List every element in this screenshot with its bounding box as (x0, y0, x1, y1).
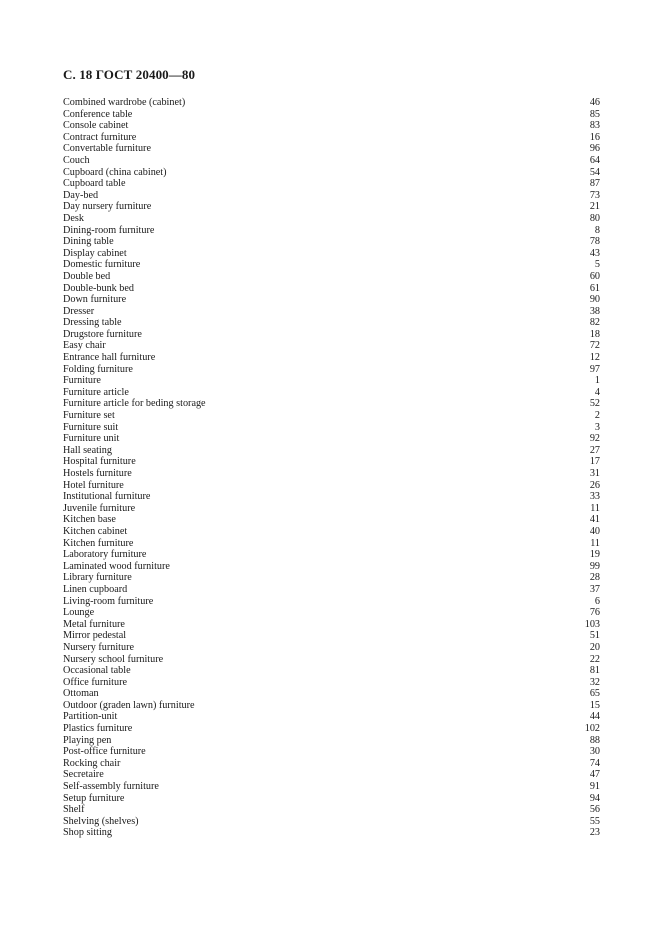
entry-term: Cupboard table (63, 178, 126, 190)
index-entry (63, 190, 600, 202)
index-entry (63, 758, 600, 770)
entry-term: Dining-room furniture (63, 224, 155, 236)
entry-number: 52 (589, 398, 600, 410)
entry-number: 55 (589, 815, 600, 827)
entry-number: 90 (589, 294, 600, 306)
entry-number: 88 (589, 734, 600, 746)
index-entry (63, 561, 600, 573)
index-entry (63, 398, 600, 410)
index-entry (63, 793, 600, 805)
entry-number: 3 (594, 421, 600, 433)
entry-term: Dressing table (63, 317, 122, 329)
entry-number: 103 (584, 618, 600, 630)
index-entry (63, 769, 600, 781)
entry-term: Hall seating (63, 444, 112, 456)
entry-term: Mirror pedestal (63, 630, 127, 642)
index-entry (63, 711, 600, 723)
entry-term: Furniture suit (63, 421, 119, 433)
entry-term: Linen cupboard (63, 583, 128, 595)
index-entry (63, 677, 600, 689)
entry-term: Dresser (63, 305, 95, 317)
entry-term: Shop sitting (63, 827, 112, 839)
entry-number: 78 (589, 236, 600, 248)
entry-term: Hostels furniture (63, 468, 132, 479)
entry-term: Day nursery furniture (63, 201, 152, 213)
entry-number: 64 (589, 154, 600, 166)
index-entry (63, 584, 600, 596)
entry-number: 37 (589, 583, 600, 595)
entry-number: 19 (589, 549, 600, 561)
entry-term: Ottoman (63, 688, 99, 700)
entry-term: Nursery furniture (63, 641, 135, 653)
entry-term: Furniture (63, 375, 101, 387)
index-entry (63, 619, 600, 631)
entry-term: Living-room furniture (63, 595, 154, 607)
entry-number: 80 (589, 212, 600, 224)
index-entry (63, 781, 600, 793)
entry-number: 8 (594, 224, 600, 236)
index-entry (63, 468, 600, 480)
index-entry (63, 433, 600, 445)
entry-term: Hotel furniture (63, 479, 124, 491)
page-header: С. 18 ГОСТ 20400—80 (63, 67, 196, 82)
entry-number: 40 (589, 525, 600, 537)
index-entry (63, 387, 600, 399)
entry-term: Post-office furniture (63, 746, 146, 758)
entry-number: 17 (589, 456, 600, 468)
index-entry (63, 746, 600, 758)
index-entry (63, 700, 600, 712)
index-entry (63, 201, 600, 213)
entry-number: 11 (590, 537, 600, 549)
index-entry (63, 167, 600, 179)
entry-term: Desk (63, 212, 84, 224)
index-entry (63, 340, 600, 352)
index-entry (63, 213, 600, 225)
entry-term: Drugstore furniture (63, 328, 142, 340)
entry-term: Plastics furniture (63, 723, 133, 735)
entry-term: Setup furniture (63, 792, 125, 804)
entry-number: 72 (589, 340, 600, 352)
index-entry (63, 723, 600, 735)
entry-number: 96 (589, 143, 600, 155)
entry-number: 12 (589, 352, 600, 364)
entry-number: 31 (589, 468, 600, 479)
entry-term: Shelf (63, 804, 85, 816)
entry-number: 33 (589, 491, 600, 503)
entry-term: Dining table (63, 236, 114, 248)
entry-number: 82 (589, 317, 600, 329)
entry-term: Contract furniture (63, 131, 137, 143)
entry-term: Furniture set (63, 410, 115, 422)
index-entry (63, 352, 600, 364)
entry-term: Entrance hall furniture (63, 352, 156, 364)
entry-number: 26 (589, 479, 600, 491)
index-entry (63, 178, 600, 190)
index-entry (63, 630, 600, 642)
entry-term: Nursery school furniture (63, 653, 164, 665)
index-entry (63, 271, 600, 283)
index-entry (63, 259, 600, 271)
entry-term: Combined wardrobe (cabinet) (63, 97, 186, 108)
entry-number: 27 (589, 444, 600, 456)
entry-term: Playing pen (63, 734, 112, 746)
entry-term: Outdoor (graden lawn) furniture (63, 699, 195, 711)
index-entry (63, 642, 600, 654)
entry-number: 85 (589, 108, 600, 120)
entry-number: 74 (589, 757, 600, 769)
entry-number: 23 (589, 827, 600, 839)
entry-number: 38 (589, 305, 600, 317)
entry-number: 4 (594, 386, 600, 398)
index-entry (63, 688, 600, 700)
entry-number: 1 (594, 375, 600, 387)
index-entry (63, 248, 600, 260)
entry-number: 56 (589, 804, 600, 816)
entry-term: Down furniture (63, 294, 127, 306)
entry-number: 54 (589, 166, 600, 178)
index-entry (63, 410, 600, 422)
entry-term: Console cabinet (63, 120, 129, 132)
index-entry (63, 225, 600, 237)
entry-number: 44 (589, 711, 600, 723)
index-entry (63, 422, 600, 434)
index-entry (63, 283, 600, 295)
entry-number: 83 (589, 120, 600, 132)
index-entry (63, 538, 600, 550)
entry-number: 60 (589, 270, 600, 282)
entry-number: 51 (589, 630, 600, 642)
index-entry (63, 596, 600, 608)
entry-number: 41 (589, 514, 600, 526)
entry-term: Convertable furniture (63, 143, 151, 155)
entry-number: 99 (589, 560, 600, 572)
index-entry (63, 654, 600, 666)
index-entry (63, 491, 600, 503)
entry-number: 47 (589, 769, 600, 781)
entry-term: Domestic furniture (63, 259, 141, 271)
entry-number: 5 (594, 259, 600, 271)
index-entry (63, 804, 600, 816)
entry-number: 73 (589, 189, 600, 201)
entry-number: 91 (589, 781, 600, 793)
entry-term: Kitchen base (63, 514, 116, 526)
entry-term: Hospital furniture (63, 456, 136, 468)
index-entry (63, 480, 600, 492)
index-entry (63, 109, 600, 121)
index-entry (63, 445, 600, 457)
index-entry (63, 364, 600, 376)
entry-term: Furniture article (63, 386, 129, 398)
entry-number: 20 (589, 641, 600, 653)
index-entry (63, 120, 600, 132)
entry-term: Kitchen cabinet (63, 525, 128, 537)
entry-term: Laboratory furniture (63, 549, 147, 561)
entry-term: Double bed (63, 270, 111, 282)
entry-number: 16 (589, 131, 600, 143)
entry-term: Rocking chair (63, 757, 121, 769)
index-entry (63, 572, 600, 584)
entry-number: 87 (589, 178, 600, 190)
index-entry (63, 294, 600, 306)
entry-term: Double-bunk bed (63, 282, 135, 294)
entry-number: 2 (594, 410, 600, 422)
index-entry (63, 97, 600, 109)
entry-term: Folding furniture (63, 363, 133, 375)
index-entry (63, 456, 600, 468)
entry-term: Juvenile furniture (63, 502, 136, 514)
index-entry (63, 132, 600, 144)
entry-number: 46 (589, 97, 600, 108)
entry-term: Shelving (shelves) (63, 815, 139, 827)
entry-term: Day-bed (63, 189, 99, 201)
entry-term: Library furniture (63, 572, 132, 584)
entry-term: Display cabinet (63, 247, 127, 259)
entry-number: 43 (589, 247, 600, 259)
entry-number: 76 (589, 607, 600, 619)
term-index-list (63, 97, 600, 839)
entry-number: 22 (589, 653, 600, 665)
entry-number: 61 (589, 282, 600, 294)
entry-number: 28 (589, 572, 600, 584)
index-entry (63, 514, 600, 526)
entry-number: 102 (584, 723, 600, 735)
entry-term: Metal furniture (63, 618, 125, 630)
entry-number: 65 (589, 688, 600, 700)
entry-term: Couch (63, 154, 90, 166)
index-entry (63, 236, 600, 248)
entry-term: Easy chair (63, 340, 106, 352)
entry-term: Furniture unit (63, 433, 120, 445)
entry-term: Self-assembly furniture (63, 781, 159, 793)
index-entry (63, 317, 600, 329)
index-entry (63, 306, 600, 318)
index-entry (63, 607, 600, 619)
entry-term: Office furniture (63, 676, 128, 688)
entry-term: Laminated wood furniture (63, 560, 170, 572)
entry-number: 15 (589, 699, 600, 711)
entry-number: 32 (589, 676, 600, 688)
index-entry (63, 816, 600, 828)
index-entry (63, 549, 600, 561)
index-entry (63, 665, 600, 677)
entry-number: 18 (589, 328, 600, 340)
entry-number: 11 (590, 502, 600, 514)
entry-term: Kitchen furniture (63, 537, 134, 549)
index-entry (63, 143, 600, 155)
index-entry (63, 503, 600, 515)
entry-term: Furniture article for beding storage (63, 398, 206, 410)
index-entry (63, 155, 600, 167)
entry-term: Conference table (63, 108, 133, 120)
entry-term: Lounge (63, 607, 95, 619)
entry-number: 97 (589, 363, 600, 375)
entry-number: 92 (589, 433, 600, 445)
entry-term: Secretaire (63, 769, 104, 781)
index-entry (63, 827, 600, 839)
index-entry (63, 329, 600, 341)
entry-term: Institutional furniture (63, 491, 151, 503)
entry-term: Partition-unit (63, 711, 118, 723)
entry-term: Cupboard (china cabinet) (63, 166, 167, 178)
index-entry (63, 735, 600, 747)
entry-number: 30 (589, 746, 600, 758)
entry-number: 21 (589, 201, 600, 213)
entry-term: Occasional table (63, 665, 131, 677)
entry-number: 6 (594, 595, 600, 607)
index-entry (63, 375, 600, 387)
index-entry (63, 526, 600, 538)
entry-number: 94 (589, 792, 600, 804)
entry-number: 81 (589, 665, 600, 677)
